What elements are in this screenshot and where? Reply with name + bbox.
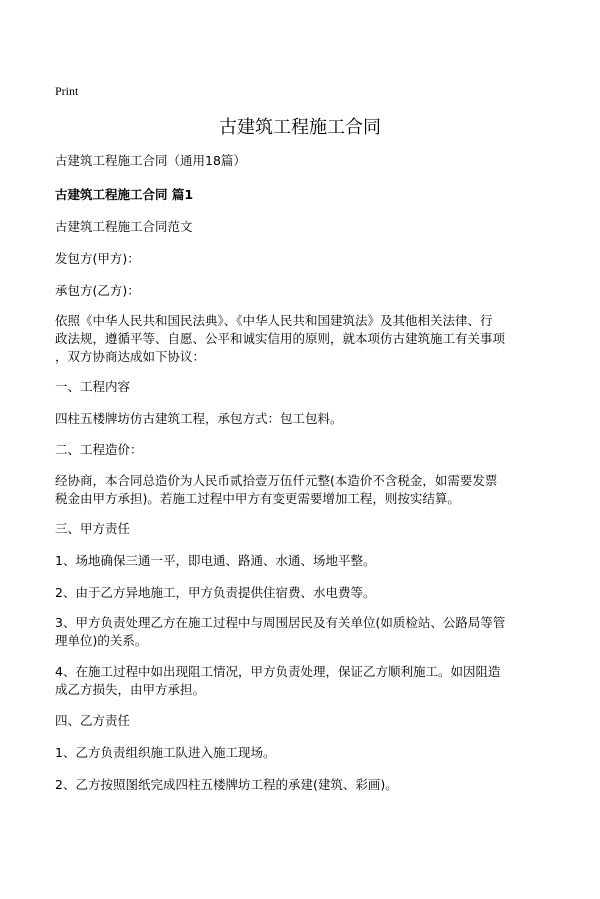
- party-a-line: 发包方(甲方)：: [55, 251, 140, 266]
- print-label: Print: [55, 84, 79, 98]
- section-3-item-3-line-1: 3、甲方负责处理乙方在施工过程中与周围居民及有关单位(如质检站、公路局等管: [55, 615, 506, 630]
- section-2-body-line-2: 税金由甲方承担)。若施工过程中甲方有变更需要增加工程，则按实结算。: [55, 491, 460, 506]
- intro-line-1: 依照《中华人民共和国民法典》、《中华人民共和国建筑法》及其他相关法律、行: [55, 313, 493, 328]
- section-2-body: [55, 472, 555, 508]
- section-3-heading: 三、甲方责任: [55, 521, 131, 536]
- section-4-item-1: 1、乙方负责组织施工队进入施工现场。: [55, 745, 276, 760]
- document-title: 古建筑工程施工合同: [219, 117, 381, 138]
- section-1-heading: 一、工程内容: [55, 379, 131, 394]
- section-2-body-line-1: 经协商，本合同总造价为人民币贰拾壹万伍仟元整(本造价不含税金，如需要发票: [55, 473, 498, 488]
- intro-line-3: ，双方协商达成如下协议：: [55, 349, 206, 364]
- section-3-item-4: [55, 663, 555, 699]
- section-3-item-4-line-2: 成乙方损失，由甲方承担。: [55, 682, 206, 697]
- section-4-heading: 四、乙方责任: [55, 713, 131, 728]
- section-1-body: 四柱五楼牌坊仿古建筑工程，承包方式：包工包料。: [55, 411, 343, 426]
- intro-line-2: 政法规，遵循平等、自愿、公平和诚实信用的原则，就本项仿古建筑施工有关事项: [55, 331, 506, 346]
- document-subtitle: 古建筑工程施工合同（通用18篇）: [55, 153, 246, 168]
- section-4-item-2: 2、乙方按照图纸完成四柱五楼牌坊工程的承建(建筑、彩画)。: [55, 777, 398, 792]
- section-3-item-4-line-1: 4、在施工过程中如出现阻工情况，甲方负责处理，保证乙方顺利施工。如因阻造: [55, 664, 501, 679]
- intro-paragraph: [55, 312, 555, 366]
- section-3-item-3: [55, 614, 555, 650]
- section-heading: 古建筑工程施工合同 篇1: [55, 187, 194, 202]
- section-3-item-1: 1、场地确保三通一平，即电通、路通、水通、场地平整。: [55, 553, 376, 568]
- section-3-item-3-line-2: 理单位)的关系。: [55, 633, 148, 648]
- section-3-item-2: 2、由于乙方异地施工，甲方负责提供住宿费、水电费等。: [55, 585, 376, 600]
- section-2-heading: 二、工程造价：: [55, 442, 143, 457]
- sample-label: 古建筑工程施工合同范文: [55, 219, 193, 234]
- party-b-line: 承包方(乙方)：: [55, 283, 140, 298]
